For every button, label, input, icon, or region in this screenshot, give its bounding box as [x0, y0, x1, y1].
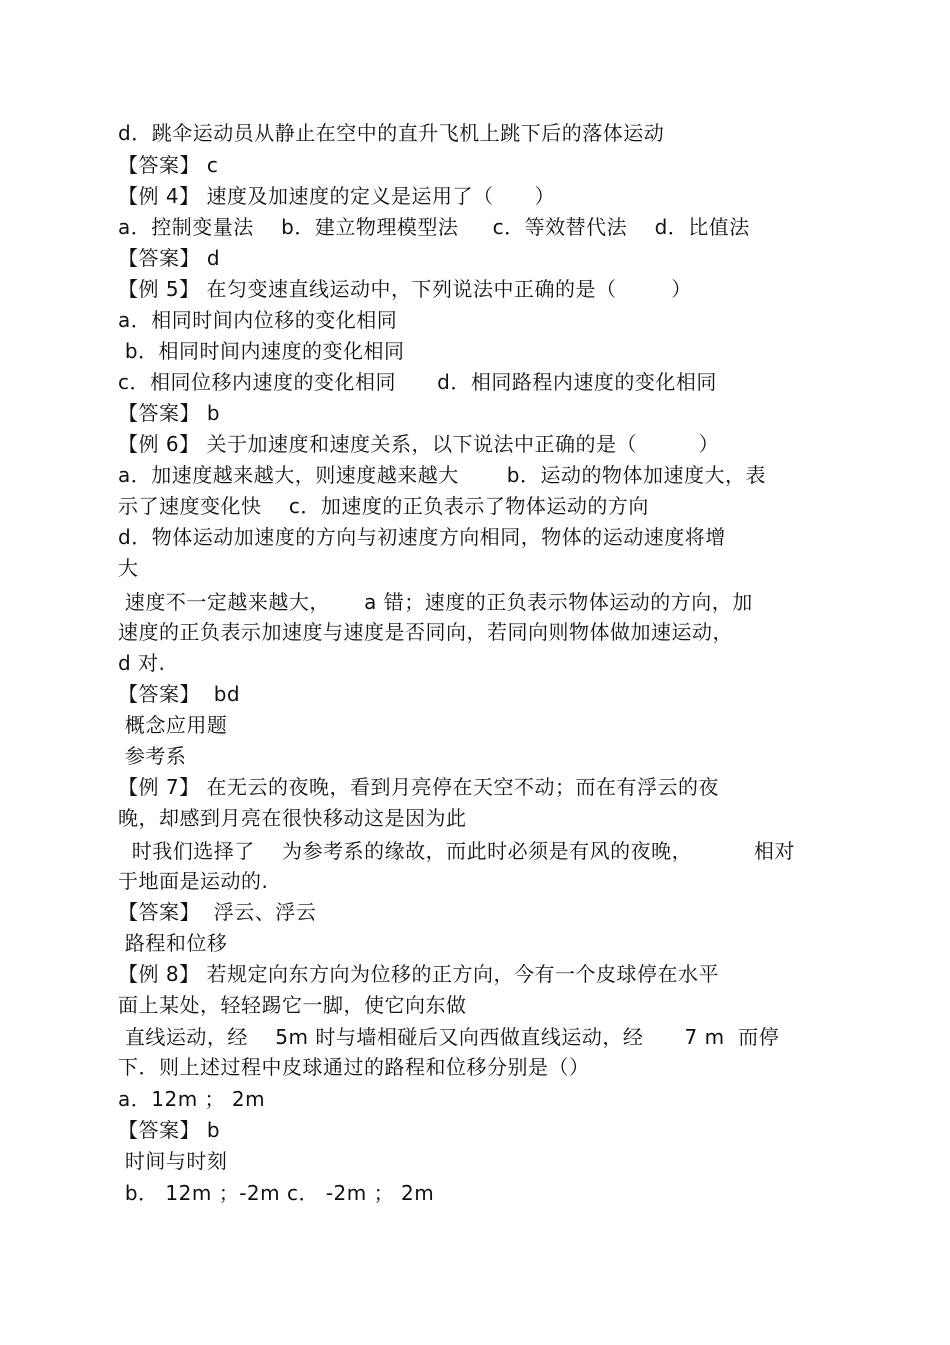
question-line: 时我们选择了 为参考系的缘故，而此时必须是有风的夜晚， 相对 [118, 839, 795, 863]
question-line: 于地面是运动的. [118, 869, 269, 893]
question-line: 下．则上述过程中皮球通过的路程和位移分别是（） [118, 1055, 590, 1079]
option-line: d．物体运动加速度的方向与初速度方向相同，物体的运动速度将增 [118, 525, 726, 549]
answer-line: 【答案】 浮云、浮云 [118, 900, 317, 924]
question-line: 面上某处，轻轻踢它一脚，使它向东做 [118, 993, 467, 1017]
question-line: 【例 4】 速度及加速度的定义是运用了（ ） [118, 184, 556, 208]
section-heading: 时间与时刻 [118, 1149, 228, 1173]
option-line: a．加速度越来越大，则速度越来越大 b．运动的物体加速度大，表 [118, 463, 766, 487]
option-line: b． 12m ；-2m c． -2m ； 2m [118, 1181, 435, 1205]
answer-line: 【答案】 b [118, 401, 221, 425]
option-line: b．相同时间内速度的变化相同 [118, 339, 405, 363]
answer-line: 【答案】 b [118, 1118, 221, 1142]
option-line: 示了速度变化快 c．加速度的正负表示了物体运动的方向 [118, 494, 649, 518]
text-line: 大 [118, 556, 139, 580]
explanation-line: 速度不一定越来越大， a 错；速度的正负表示物体运动的方向，加 [118, 590, 753, 614]
explanation-line: 速度的正负表示加速度与速度是否同向，若同向则物体做加速运动， [118, 620, 733, 644]
section-heading: 参考系 [118, 744, 187, 768]
section-heading: 路程和位移 [118, 931, 228, 955]
option-line: c．相同位移内速度的变化相同 d．相同路程内速度的变化相同 [118, 370, 717, 394]
explanation-line: d 对. [118, 651, 166, 675]
answer-line: 【答案】 bd [118, 682, 241, 706]
question-line: 【例 8】 若规定向东方向为位移的正方向，今有一个皮球停在水平 [118, 962, 719, 986]
option-line: a．12m ； 2m [118, 1087, 266, 1111]
section-heading: 概念应用题 [118, 713, 228, 737]
text-line: d．跳伞运动员从静止在空中的直升飞机上跳下后的落体运动 [118, 121, 665, 145]
question-line: 晚，却感到月亮在很快移动这是因为此 [118, 806, 467, 830]
question-line: 【例 7】 在无云的夜晚，看到月亮停在天空不动；而在有浮云的夜 [118, 775, 719, 799]
option-line: a．相同时间内位移的变化相同 [118, 308, 398, 332]
question-line: 直线运动，经 5m 时与墙相碰后又向西做直线运动，经 7 m 而停 [118, 1025, 780, 1049]
option-line: a．控制变量法 b．建立物理模型法 c．等效替代法 d．比值法 [118, 215, 750, 239]
question-line: 【例 5】 在匀变速直线运动中，下列说法中正确的是（ ） [118, 277, 692, 301]
question-line: 【例 6】 关于加速度和速度关系，以下说法中正确的是（ ） [118, 432, 720, 456]
answer-line: 【答案】 c [118, 153, 219, 177]
answer-line: 【答案】 d [118, 246, 221, 270]
